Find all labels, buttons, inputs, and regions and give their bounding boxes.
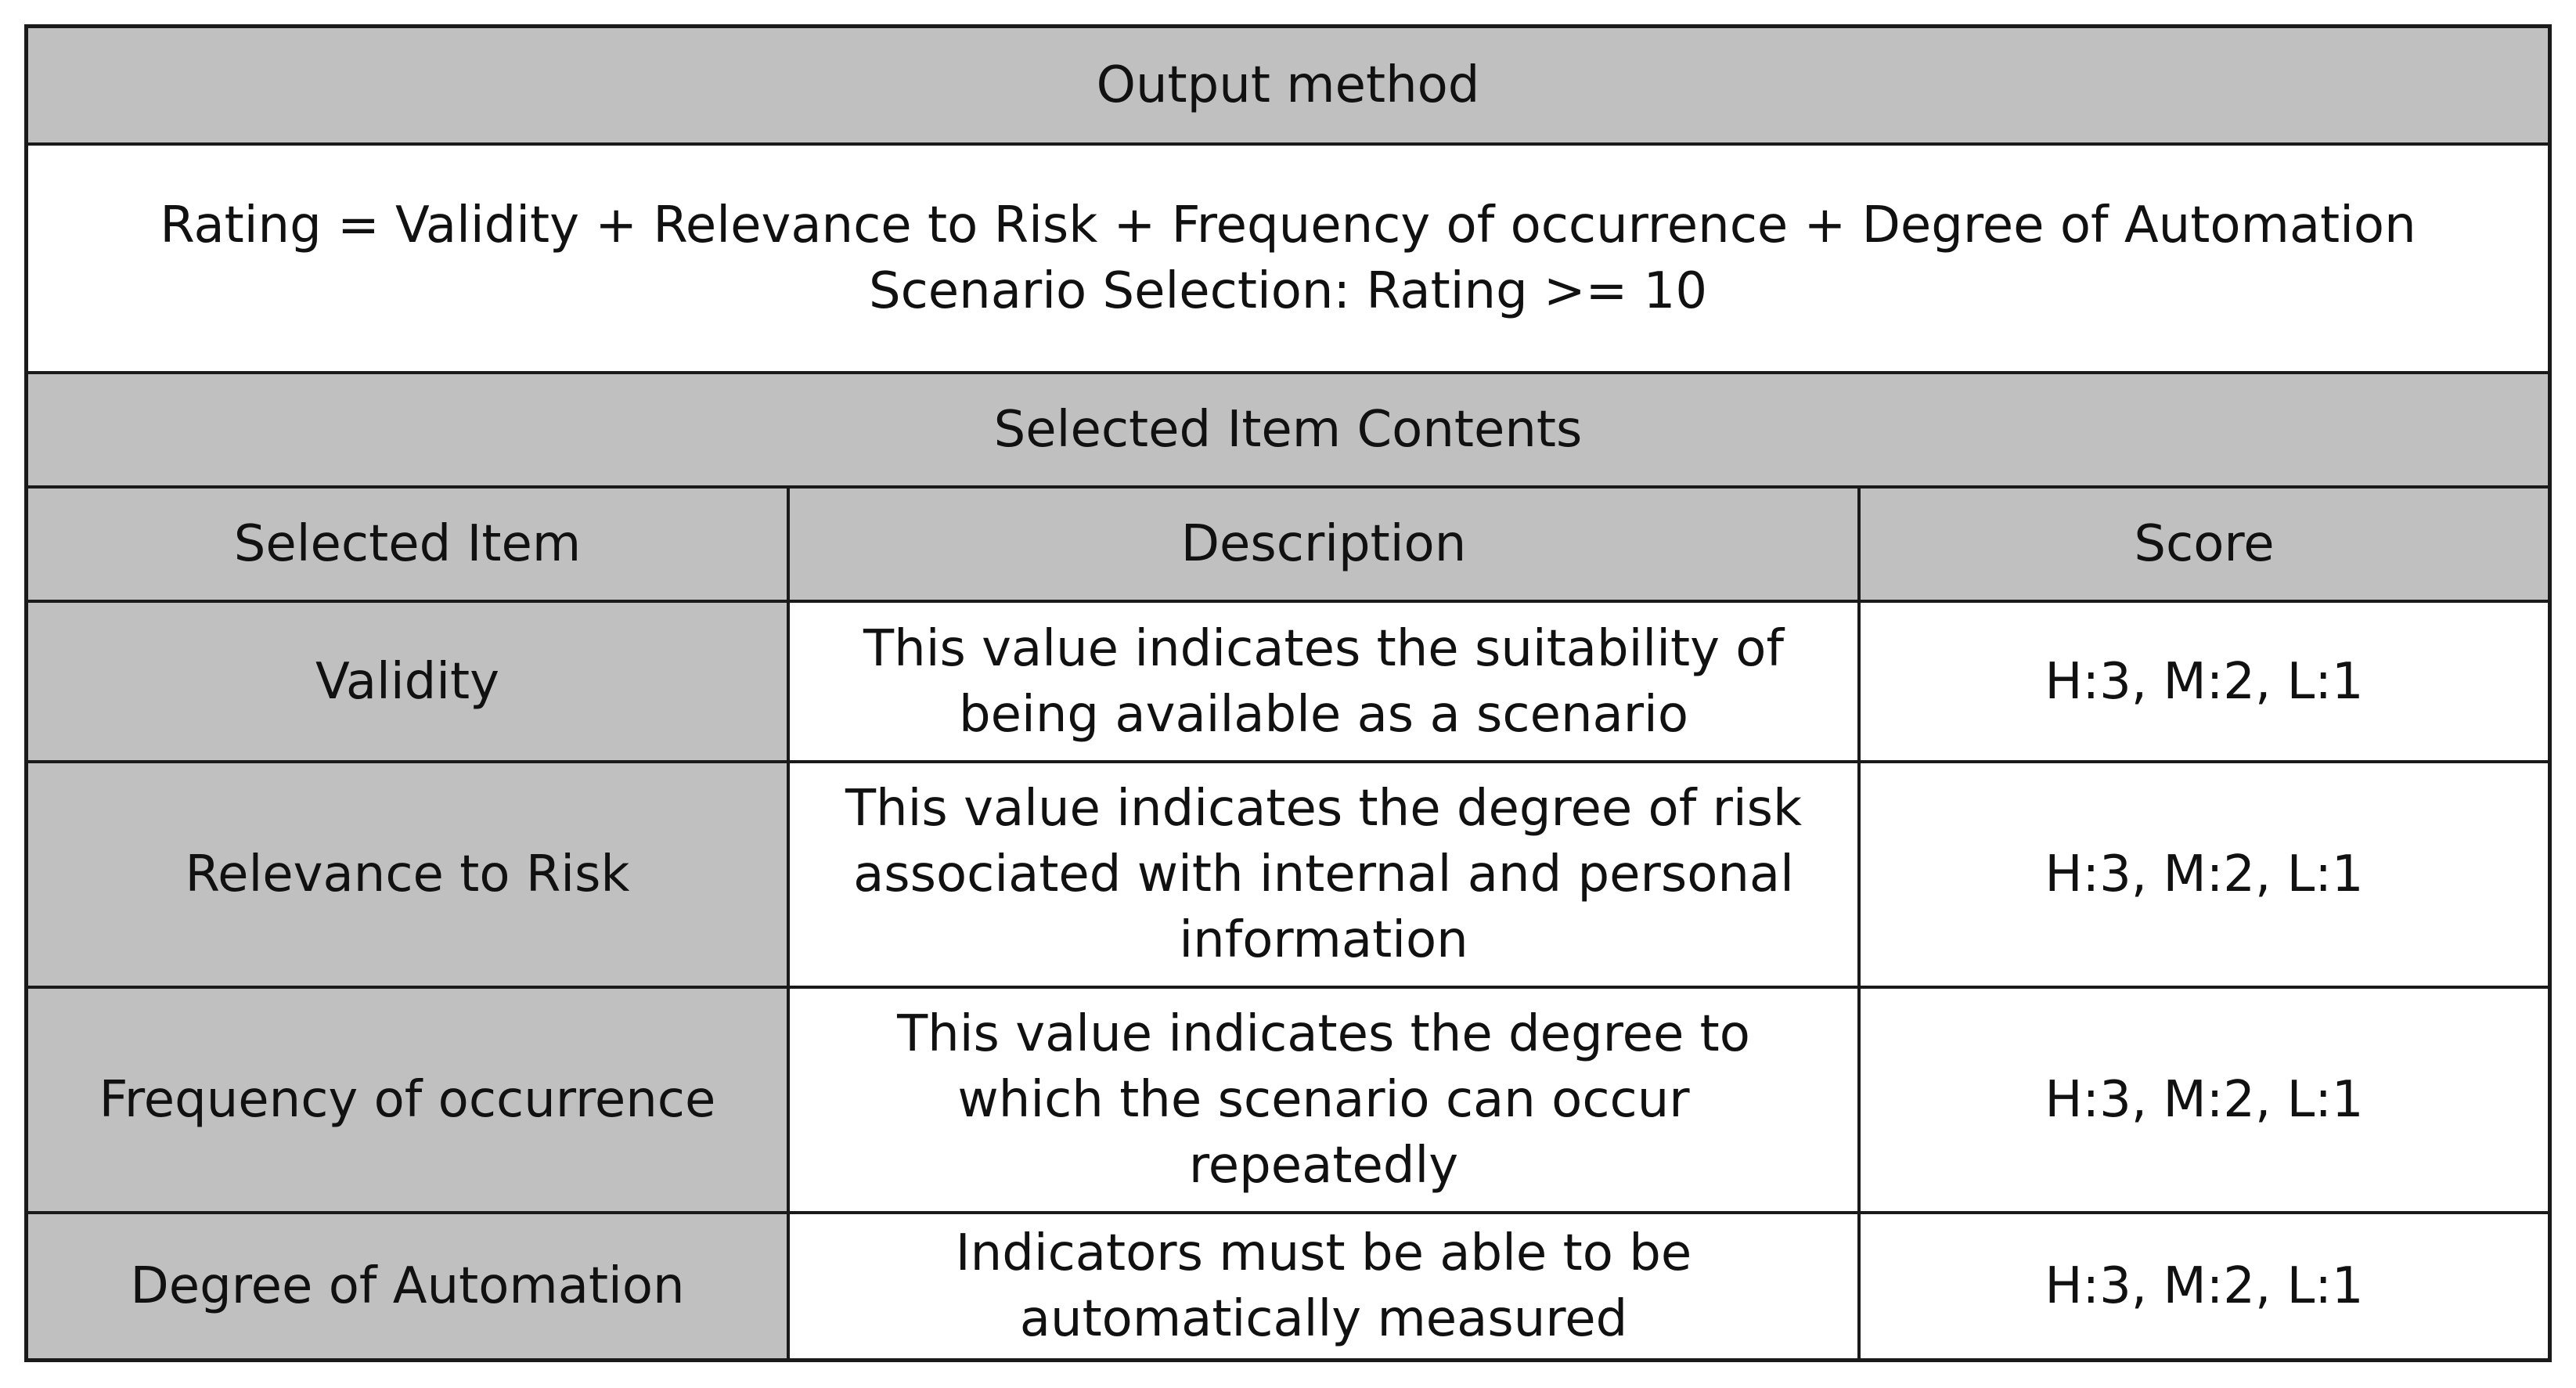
rating-method-table bbox=[24, 24, 2552, 1362]
item-score: H:3, M:2, L:1 bbox=[2045, 1257, 2364, 1315]
item-label: Frequency of occurrence bbox=[99, 1071, 716, 1129]
item-score: H:3, M:2, L:1 bbox=[2045, 1071, 2364, 1129]
score-cell bbox=[1861, 1214, 2548, 1358]
table-row bbox=[28, 986, 2548, 1211]
output-method-header-row bbox=[28, 28, 2548, 142]
description-cell bbox=[790, 1214, 1861, 1358]
item-label: Validity bbox=[315, 652, 499, 711]
column-header-label: Description bbox=[1180, 515, 1467, 573]
description-cell bbox=[790, 989, 1861, 1211]
description-cell bbox=[790, 603, 1861, 760]
item-label: Degree of Automation bbox=[130, 1257, 685, 1315]
item-description: Indicators must be able to be automatically measured bbox=[955, 1224, 1692, 1348]
score-cell bbox=[1861, 603, 2548, 760]
section-title: Selected Item Contents bbox=[993, 401, 1583, 459]
rating-formula: Rating = Validity + Relevance to Risk + Frequency of occurrence + Degree of Automation bbox=[160, 196, 2416, 254]
item-cell bbox=[28, 1214, 790, 1358]
column-header-row bbox=[28, 485, 2548, 600]
item-description: This value indicates the suitability of being available as a scenario bbox=[863, 619, 1784, 744]
score-cell bbox=[1861, 763, 2548, 986]
section-header-cell bbox=[28, 374, 2548, 485]
table-row bbox=[28, 600, 2548, 760]
formula-cell bbox=[28, 146, 2548, 371]
output-method-title: Output method bbox=[1096, 56, 1480, 114]
section-header-row bbox=[28, 371, 2548, 485]
selection-criterion: Scenario Selection: Rating >= 10 bbox=[868, 262, 1708, 320]
column-header-item bbox=[28, 489, 790, 600]
column-header-label: Selected Item bbox=[233, 515, 582, 573]
item-cell bbox=[28, 763, 790, 986]
column-header-description bbox=[790, 489, 1861, 600]
column-header-score bbox=[1861, 489, 2548, 600]
item-score: H:3, M:2, L:1 bbox=[2045, 845, 2364, 903]
description-cell bbox=[790, 763, 1861, 986]
score-cell bbox=[1861, 989, 2548, 1211]
table-row bbox=[28, 760, 2548, 986]
column-header-label: Score bbox=[2134, 515, 2275, 573]
item-score: H:3, M:2, L:1 bbox=[2045, 652, 2364, 711]
formula-row bbox=[28, 142, 2548, 371]
output-method-header-cell bbox=[28, 28, 2548, 142]
item-description: This value indicates the degree of risk associated with internal and personal information bbox=[845, 780, 1803, 969]
item-cell bbox=[28, 989, 790, 1211]
item-description: This value indicates the degree to which the scenario can occur repeatedly bbox=[897, 1005, 1750, 1195]
table-row bbox=[28, 1211, 2548, 1358]
item-label: Relevance to Risk bbox=[185, 845, 630, 903]
item-cell bbox=[28, 603, 790, 760]
